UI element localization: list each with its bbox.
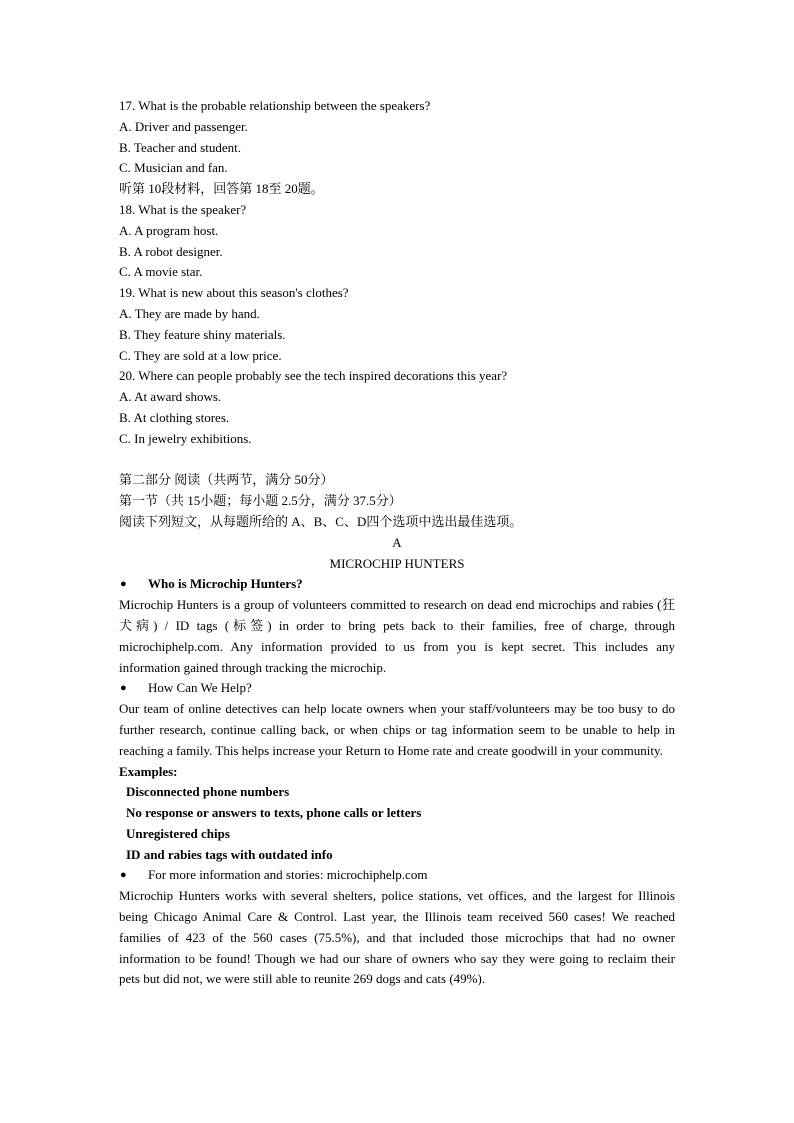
option-17b: B. Teacher and student. [119,139,241,155]
heading-who-text: Who is Microchip Hunters? [148,576,303,592]
option-20a: A. At award shows. [119,389,222,405]
part2-title: 第二部分 阅读（共两节，满分 50分） [119,472,334,488]
question-20: 20. Where can people probably see the tech inspired decorations this year? [119,368,508,384]
example-item: Disconnected phone numbers [126,784,290,800]
example-item: No response or answers to texts, phone calls or letters [126,805,422,821]
bullet-icon: ● [120,869,127,882]
passage-title: MICROCHIP HUNTERS [329,555,465,571]
bullet-icon: ● [120,682,127,695]
reading-directions: 阅读下列短文，从每题所给的 A、B、C、D四个选项中选出最佳选项。 [119,513,523,529]
option-18c: C. A movie star. [119,264,203,280]
option-18a: A. A program host. [119,222,219,238]
question-19: 19. What is new about this season's clothes? [119,285,349,301]
passage-letter: A [392,534,402,550]
question-18: 18. What is the speaker? [119,201,247,217]
paragraph-3: Microchip Hunters works with several shelters, police stations, vet offices, and the largest for Illinois being Chicago Animal Care & Control. Last year, the Illinois team received 560 cases! We reached families of 423 of the 560 cases (75.5%), and that included those microchips that had no owner information to be found! Though we had our share of owners who say they were going to reclaim their pets but did not, we were still able to reunite 269 dogs and cats (49%). [119,888,675,987]
option-17a: A. Driver and passenger. [119,118,248,134]
example-item: ID and rabies tags with outdated info [126,846,333,862]
spacer [119,450,675,471]
heading-more-info-text: For more information and stories: microchiphelp.com [148,867,428,883]
page-content [119,96,675,990]
option-18b: B. A robot designer. [119,243,223,259]
heading-more-info [119,865,675,886]
section1-title: 第一节（共 15小题；每小题 2.5分，满分 37.5分） [119,493,402,509]
question-17: 17. What is the probable relationship between the speakers? [119,98,431,113]
heading-help-text: How Can We Help? [148,680,252,696]
heading-who [119,574,675,595]
option-19c: C. They are sold at a low price. [119,347,282,363]
examples-label: Examples: [119,763,178,779]
example-item: Unregistered chips [126,825,230,841]
option-19a: A. They are made by hand. [119,305,260,321]
option-20c: C. In jewelry exhibitions. [119,430,252,446]
option-19b: B. They feature shiny materials. [119,326,286,342]
option-17c: C. Musician and fan. [119,160,228,176]
bullet-icon: ● [120,578,127,591]
listening-instruction: 听第 10段材料，回答第 18至 20题。 [119,181,324,197]
option-20b: B. At clothing stores. [119,409,230,425]
paragraph-2: Our team of online detectives can help locate owners when your staff/volunteers may be too busy to do further research, continue calling back, or when chips or tag information seem to be unable to help in reaching a family. This helps increase your Return to Home rate and create goodwill in your community. [119,701,675,758]
paragraph-1: Microchip Hunters is a group of volunteers committed to research on dead end microchips and rabies (狂犬病) / ID tags (标签) in order to bring pets back to their families, free of charge, through microchiphelp.com. Any information provided to us from you is kept secret. This includes any information gained through tracking the microchip. [119,597,675,675]
heading-help [119,678,675,699]
